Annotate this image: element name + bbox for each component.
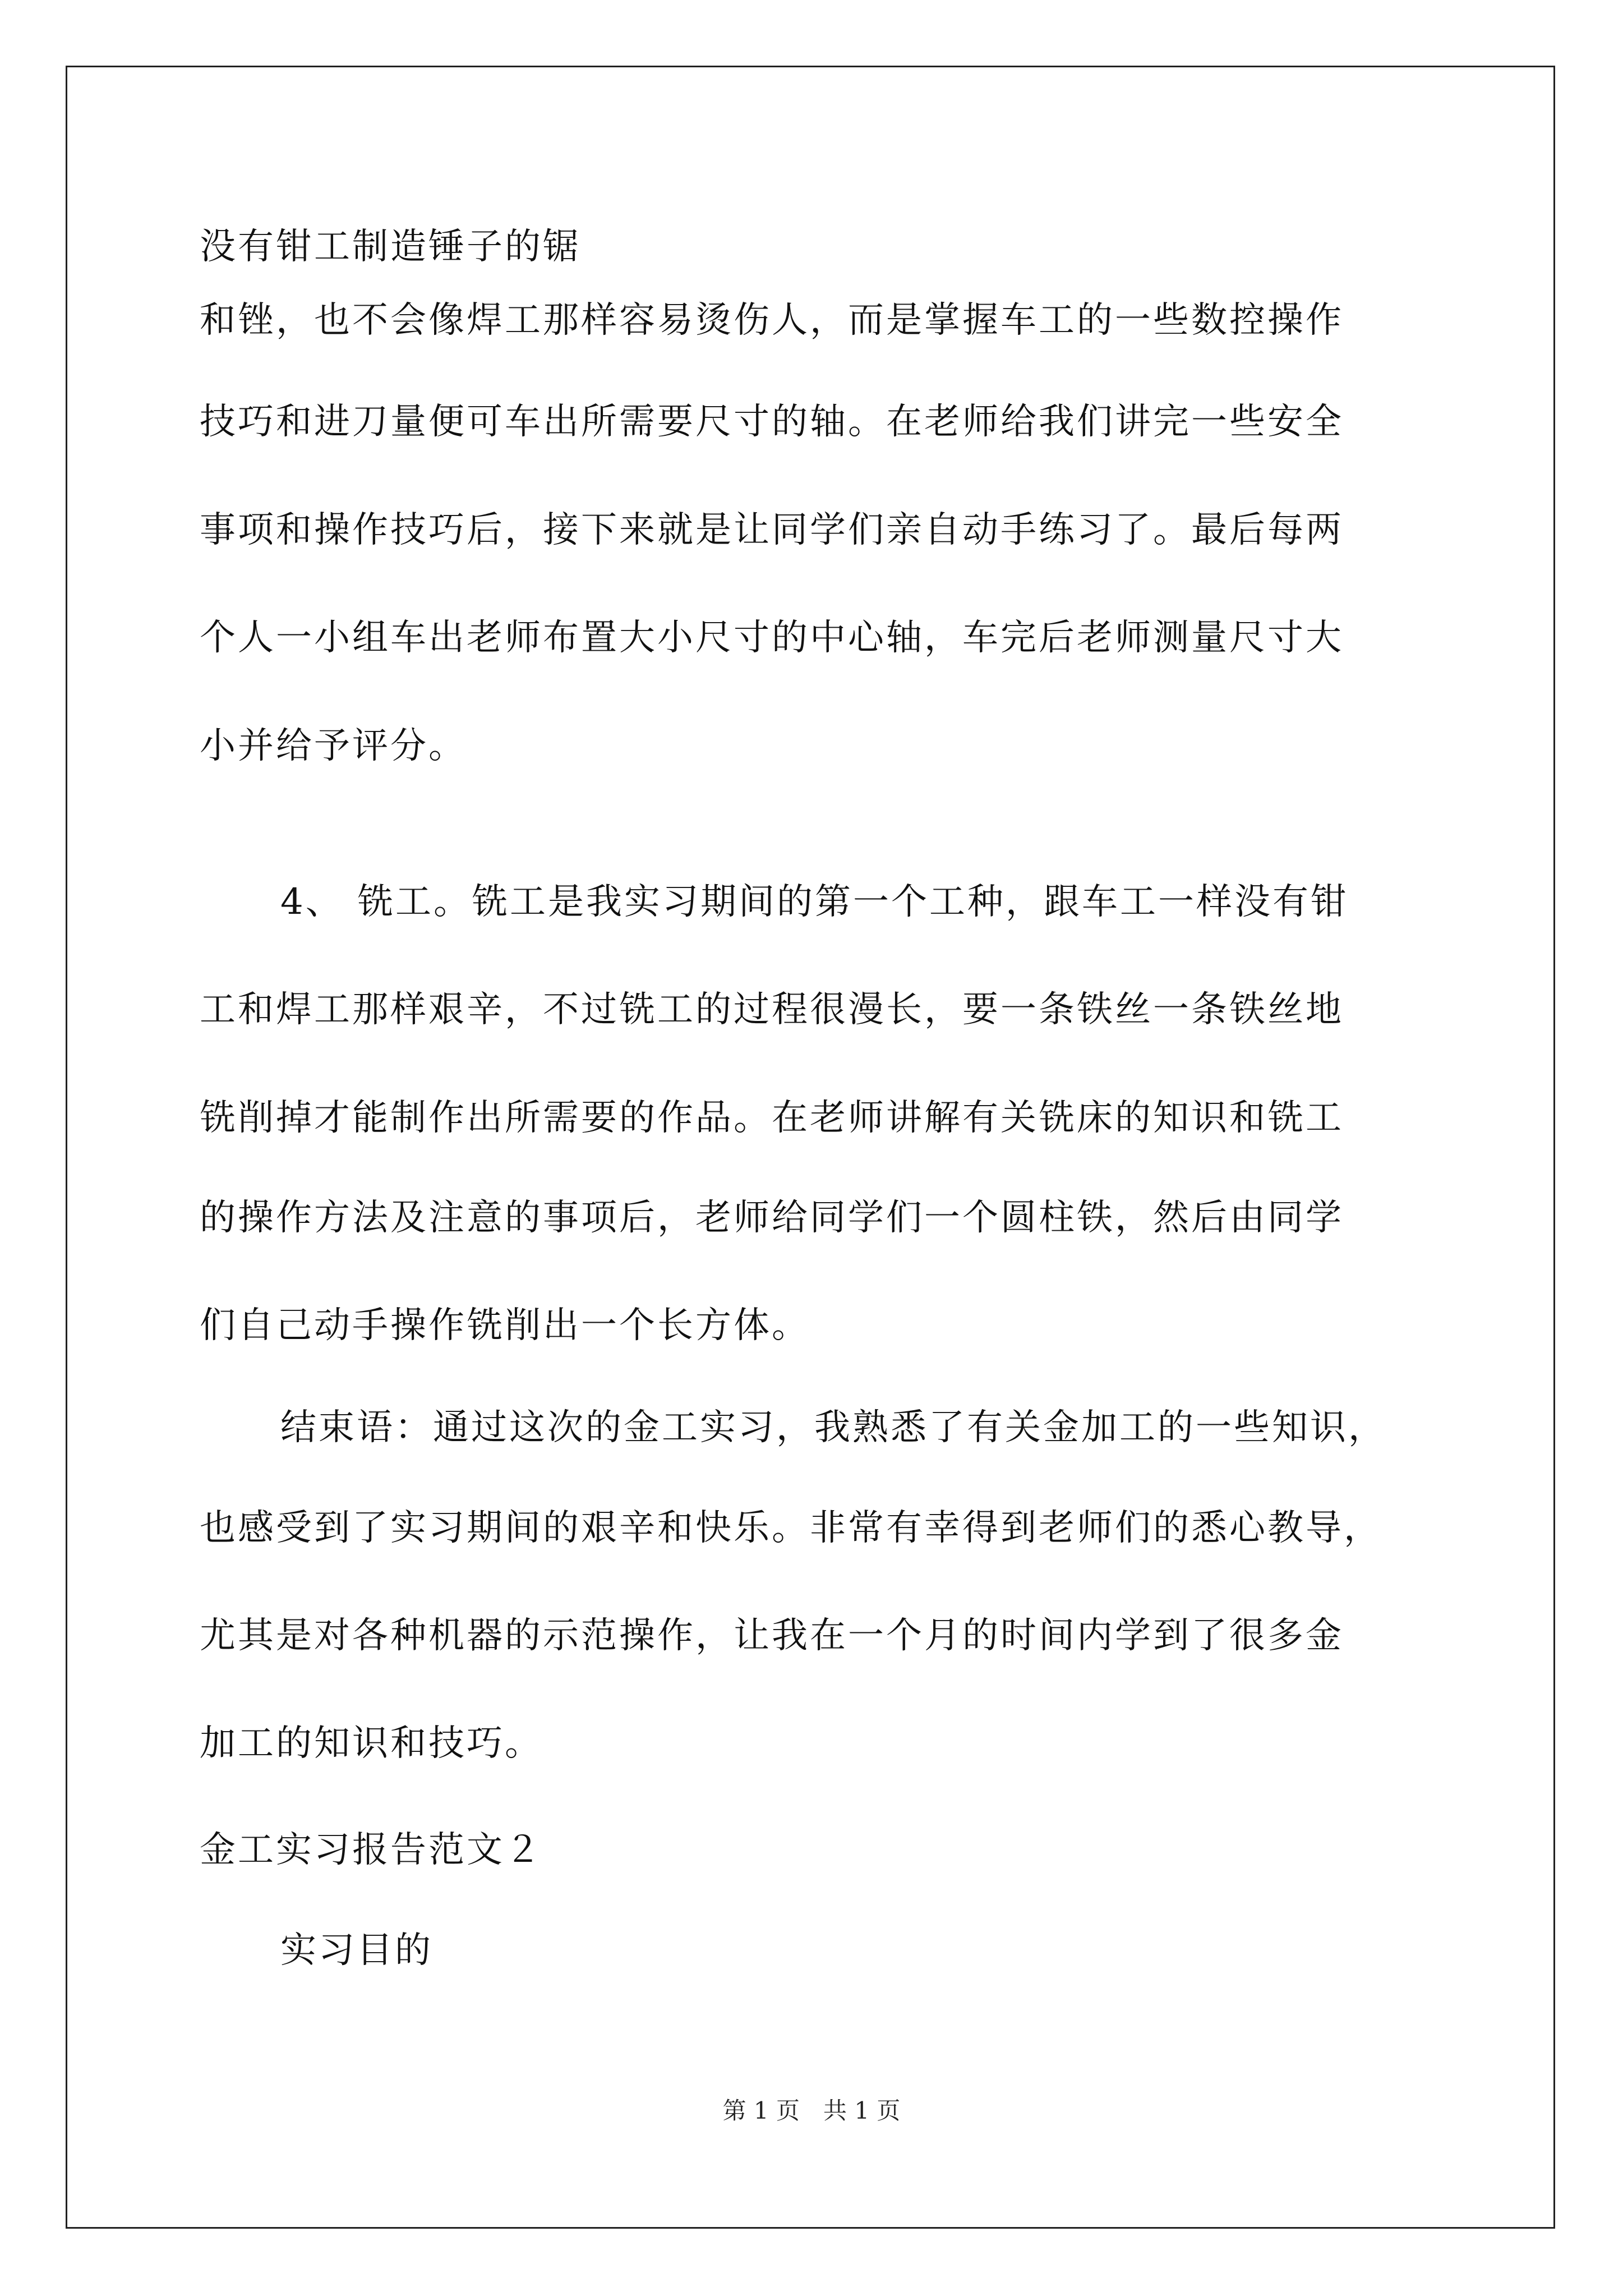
conclusion-line: 结束语：通过这次的金工实习，我熟悉了有关金加工的一些知识，	[280, 1407, 1386, 1448]
text-line: 个人一小组车出老师布置大小尺寸的中心轴，车完后老师测量尺寸大	[200, 617, 1344, 659]
document-heading: 金工实习报告范文２	[200, 1829, 543, 1871]
text-line: 事项和操作技巧后，接下来就是让同学们亲自动手练习了。最后每两	[200, 509, 1344, 551]
page-number: 第 1 页 共 1 页	[722, 2097, 901, 2124]
text-line: 的操作方法及注意的事项后，老师给同学们一个圆柱铁，然后由同学	[200, 1197, 1344, 1239]
text-line: 也感受到了实习期间的艰辛和快乐。非常有幸得到老师们的悉心教导，	[200, 1507, 1382, 1549]
text-line: 们自己动手操作铣削出一个长方体。	[200, 1305, 810, 1346]
text-line: 技巧和进刀量便可车出所需要尺寸的轴。在老师给我们讲完一些安全	[200, 401, 1344, 443]
page-frame	[66, 66, 1555, 2229]
text-line: 小并给予评分。	[200, 725, 467, 767]
subheading: 实习目的	[280, 1930, 433, 1971]
text-line: 尤其是对各种机器的示范操作，让我在一个月的时间内学到了很多金	[200, 1615, 1344, 1657]
text-line: 加工的知识和技巧。	[200, 1723, 543, 1764]
text-line: 工和焊工那样艰辛，不过铣工的过程很漫长，要一条铁丝一条铁丝地	[200, 989, 1344, 1030]
text-line: 铣削掉才能制作出所需要的作品。在老师讲解有关铣床的知识和铣工	[200, 1097, 1344, 1139]
section-heading: 4、 铣工。铣工是我实习期间的第一个工种，跟车工一样没有钳	[280, 881, 1349, 923]
text-line: 没有钳工制造锤子的锯	[200, 226, 581, 268]
text-line: 和锉，也不会像焊工那样容易烫伤人，而是掌握车工的一些数控操作	[200, 300, 1344, 341]
